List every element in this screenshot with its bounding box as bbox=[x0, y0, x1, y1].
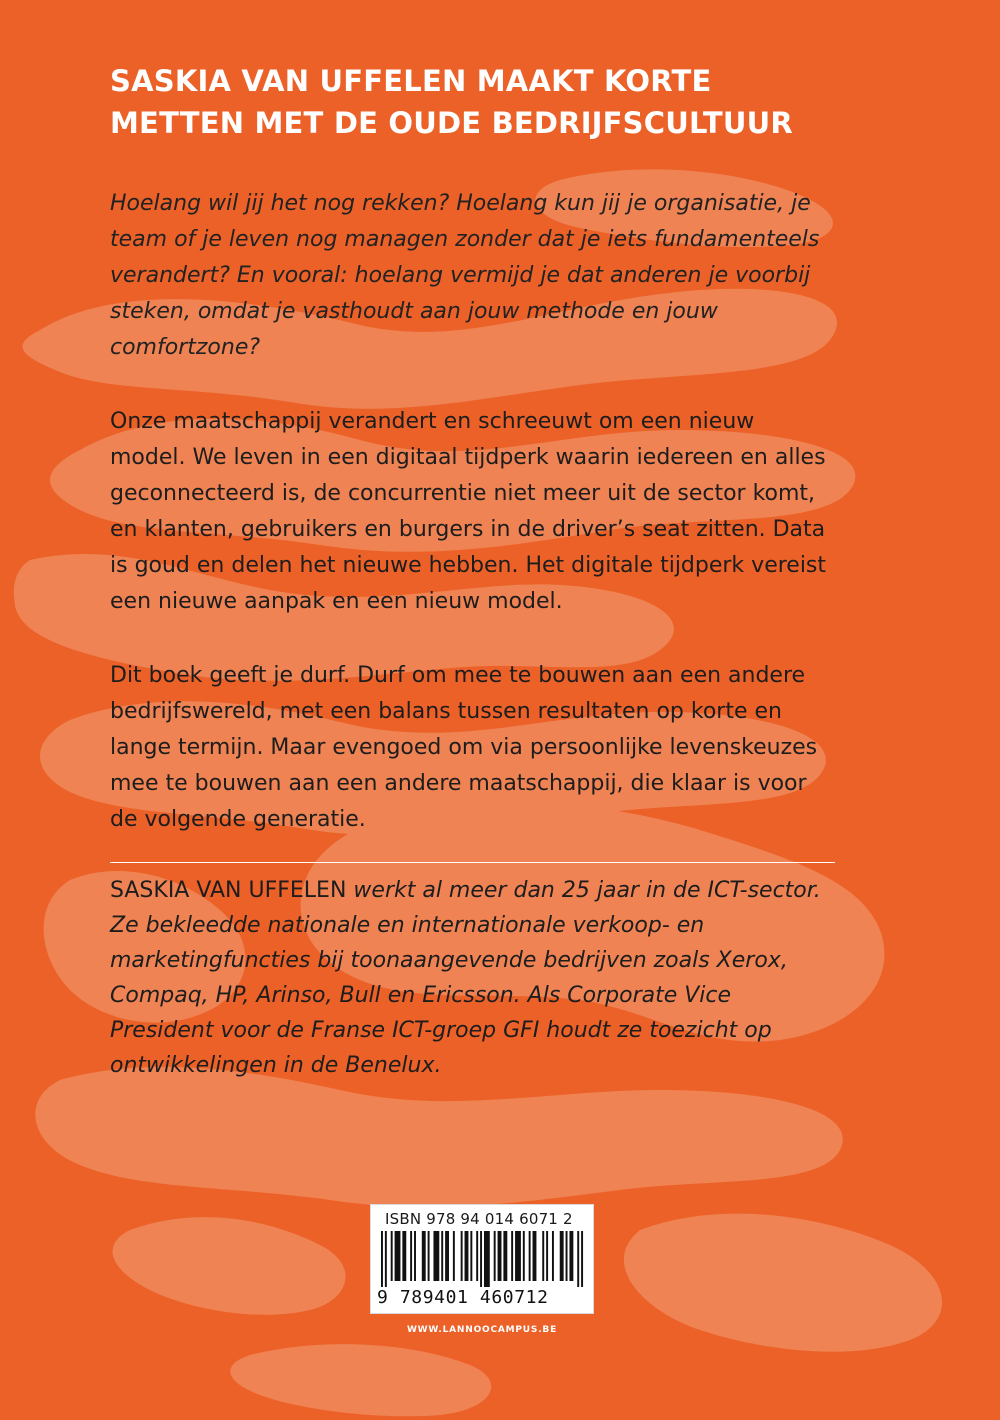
headline bbox=[110, 60, 870, 144]
barcode-bar bbox=[511, 1231, 513, 1281]
intro-paragraph: Hoelang wil jij het nog rekken? Hoelang kun jij je organisatie, je team of je leven nog managen zonder dat je iets fundamenteels verandert? En vooral: hoelang vermijd je dat anderen je voorbij steken, omdat je vasthoudt aan jouw methode en jouw comfortzone? bbox=[110, 191, 820, 360]
barcode-bar bbox=[552, 1231, 554, 1281]
barcode-bar bbox=[402, 1231, 406, 1281]
publisher-website: WWW.LANNOOCAMPUS.BE bbox=[406, 1325, 558, 1335]
barcode-bar bbox=[465, 1231, 469, 1281]
barcode-bar bbox=[428, 1231, 430, 1281]
author-bio bbox=[110, 873, 840, 1083]
section-divider bbox=[110, 862, 835, 863]
barcode-bar bbox=[533, 1231, 537, 1281]
cover-text-content bbox=[110, 60, 850, 1083]
barcode-bar bbox=[515, 1231, 521, 1281]
barcode-bar bbox=[445, 1231, 449, 1281]
barcode-bar bbox=[498, 1231, 502, 1281]
barcode-bar bbox=[422, 1231, 426, 1281]
isbn-label: ISBN 978 94 014 6071 2 bbox=[385, 1210, 573, 1228]
barcode-bar bbox=[385, 1231, 387, 1287]
barcode-bar bbox=[470, 1231, 472, 1281]
barcode-bar bbox=[484, 1231, 490, 1287]
barcode-bar bbox=[414, 1231, 416, 1281]
barcode-bar bbox=[529, 1231, 531, 1281]
barcode-bar bbox=[581, 1231, 583, 1287]
headline-line-1: SASKIA VAN UFFELEN MAAKT KORTE bbox=[110, 64, 712, 98]
barcode-bar bbox=[410, 1231, 412, 1281]
body-paragraph-2: Dit boek geeft je durf. Durf om mee te bouwen aan een andere bedrijfswereld, met een balans tussen resultaten op korte en lange termijn. Maar evengoed om via persoonlijke levenskeuzes mee te bouwen aan een andere maatschappij, die klaar is voor de volgende generatie. bbox=[110, 663, 818, 832]
barcode-bar bbox=[569, 1231, 573, 1281]
isbn-barcode bbox=[370, 1204, 594, 1314]
barcode-bar bbox=[395, 1231, 401, 1281]
barcode-bar bbox=[546, 1231, 548, 1281]
barcode-bar bbox=[476, 1231, 478, 1281]
barcode-bar bbox=[453, 1231, 455, 1281]
barcode-number: 9 789401 460712 bbox=[377, 1287, 549, 1308]
author-name: SASKIA VAN UFFELEN bbox=[110, 878, 347, 903]
barcode-bar bbox=[381, 1231, 383, 1287]
barcode-bar bbox=[480, 1231, 482, 1287]
headline-line-2: METTEN MET DE OUDE BEDRIJFSCULTUUR bbox=[110, 106, 793, 140]
barcode-bar bbox=[503, 1231, 507, 1281]
barcode-bar bbox=[577, 1231, 579, 1287]
barcode-bar bbox=[523, 1231, 525, 1281]
barcode-bar bbox=[560, 1231, 564, 1281]
body-paragraph-1: Onze maatschappij verandert en schreeuwt om een nieuw model. We leven in een digitaal tijdperk waarin iedereen en alles geconnecteerd is, de concurrentie niet meer uit de sector komt, en klanten, gebruikers en burgers in de driver’s seat zitten. Data is goud en delen het nieuwe hebben. Het digitale tijdperk vereist een nieuwe aanpak en een nieuw model. bbox=[110, 409, 827, 614]
barcode-bar bbox=[461, 1231, 463, 1281]
barcode-bar bbox=[542, 1231, 544, 1281]
barcode-bar bbox=[433, 1231, 439, 1281]
barcode-bar bbox=[391, 1231, 393, 1281]
author-bio-text: werkt al meer dan 25 jaar in de ICT-sector. Ze bekleedde nationale en internationale verkoop- en marketingfuncties bij toonaangevende bedrijven zoals Xerox, Compaq, HP, Arinso, Bull en Ericsson. Als Corporate Vice President voor de Franse ICT-groep GFI houdt ze toezicht op ontwikkelingen in de Benelux. bbox=[110, 878, 821, 1078]
barcode-bar bbox=[441, 1231, 443, 1281]
barcode-bar bbox=[566, 1231, 568, 1281]
barcode-bars bbox=[381, 1231, 585, 1287]
barcode-bar bbox=[494, 1231, 496, 1281]
